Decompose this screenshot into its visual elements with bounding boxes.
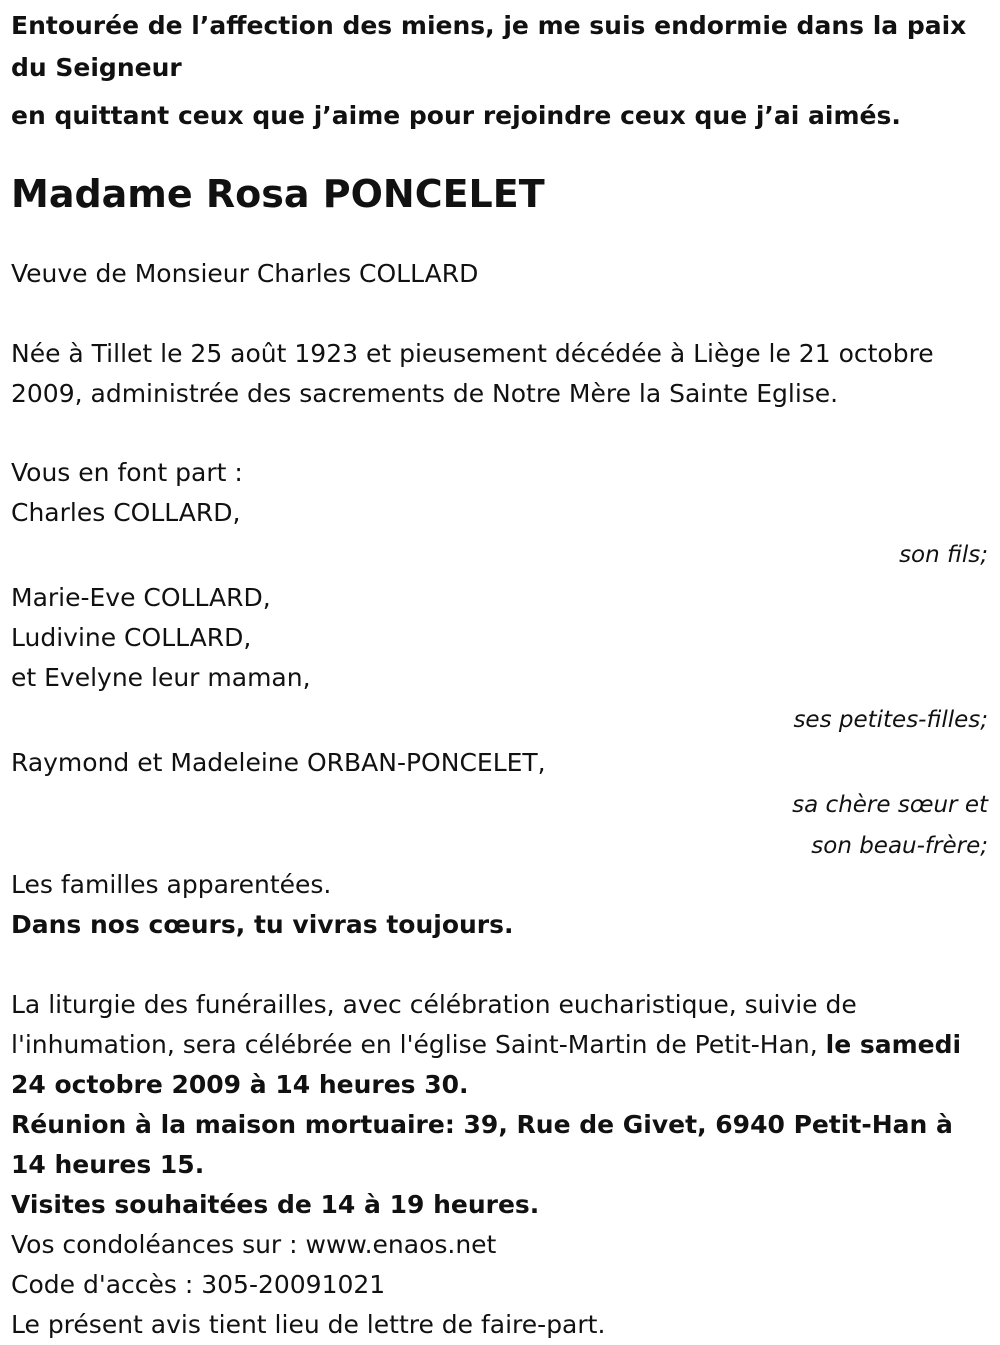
intro-verse-line-2: en quittant ceux que j’aime pour rejoindre ceux que j’ai aimés.	[11, 101, 901, 130]
tribute-line: Dans nos cœurs, tu vivras toujours.	[11, 910, 514, 939]
access-code: Code d'accès : 305-20091021	[11, 1270, 386, 1299]
family-granddaughter-2: Ludivine COLLARD,	[11, 623, 252, 652]
funeral-liturgy-date: le samedi 24 octobre 2009 à 14 heures 30.	[11, 1030, 962, 1099]
family-granddaughter-1: Marie-Eve COLLARD,	[11, 583, 271, 612]
family-sister-relation-2: son beau-frère;	[811, 833, 988, 859]
family-son-name: Charles COLLARD,	[11, 498, 241, 527]
condolences-line: Vos condoléances sur : www.enaos.net	[11, 1230, 497, 1259]
birth-death-paragraph: Née à Tillet le 25 août 1923 et pieusement décédée à Liège le 21 octobre 2009, administrée des sacrements de Notre Mère la Sainte Eglise.	[11, 339, 934, 408]
notice-note: Le présent avis tient lieu de lettre de faire-part.	[11, 1310, 606, 1339]
funeral-visits: Visites souhaitées de 14 à 19 heures.	[11, 1190, 540, 1219]
family-son-relation: son fils;	[899, 542, 988, 568]
intro-verse-line-1: Entourée de l’affection des miens, je me suis endormie dans la paix du Seigneur	[11, 11, 967, 82]
family-sister-names: Raymond et Madeleine ORBAN-PONCELET,	[11, 748, 546, 777]
funeral-meeting: Réunion à la maison mortuaire: 39, Rue de Givet, 6940 Petit-Han à 14 heures 15.	[11, 1110, 953, 1179]
family-related-families: Les familles apparentées.	[11, 870, 332, 899]
widow-of: Veuve de Monsieur Charles COLLARD	[11, 259, 479, 288]
deceased-name: Madame Rosa PONCELET	[11, 172, 545, 216]
funeral-liturgy-paragraph	[11, 985, 986, 1105]
funeral-liturgy-text: La liturgie des funérailles, avec célébration eucharistique, suivie de l'inhumation, sera célébrée en l'église Saint-Martin de Petit-Han,	[11, 990, 857, 1059]
family-granddaughters-mother: et Evelyne leur maman,	[11, 663, 311, 692]
family-sister-relation-1: sa chère sœur et	[792, 792, 988, 818]
family-granddaughters-relation: ses petites-filles;	[793, 707, 988, 733]
announce-intro: Vous en font part :	[11, 458, 243, 487]
